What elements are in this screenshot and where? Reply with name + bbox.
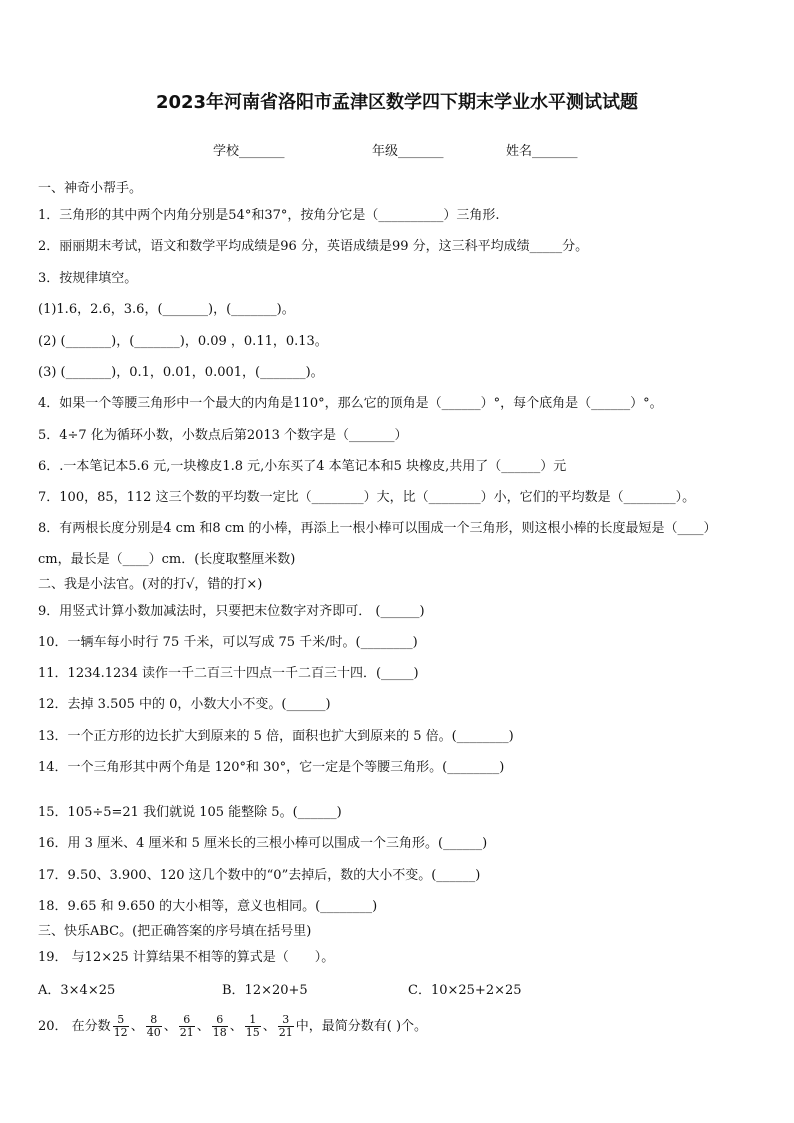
page-title: 2023年河南省洛阳市孟津区数学四下期末学业水平测试试题: [155, 92, 639, 113]
question-19-options: [38, 982, 758, 1000]
question-12: 12．去掉 3.505 中的 0，小数大小不变。(______): [38, 697, 331, 712]
section-heading-3: 三、快乐ABC。(把正确答案的序号填在括号里): [38, 924, 312, 939]
question-17: 17．9.50、3.900、120 这几个数中的“0”去掉后，数的大小不变。(______): [38, 868, 481, 883]
option-a: A．3×4×25: [38, 983, 116, 998]
question-5: 5．4÷7 化为循环小数，小数点后第2013 个数字是（_______）: [38, 428, 408, 443]
name-field: 姓名_______: [506, 144, 578, 159]
separator: 、: [229, 1019, 243, 1034]
section-heading-2: 二、我是小法官。(对的打√，错的打×): [38, 577, 263, 592]
separator: 、: [163, 1019, 177, 1034]
question-7: 7．100，85，112 这三个数的平均数一定比（________）大，比（________）小，它们的平均数是（________）。: [38, 490, 696, 505]
option-b: B．12×20+5: [222, 983, 308, 998]
question-10: 10．一辆车每小时行 75 千米，可以写成 75 千米/时。(________): [38, 635, 418, 650]
question-2: 2．丽丽期末考试，语文和数学平均成绩是96 分，英语成绩是99 分，这三科平均成绩_____分。: [38, 239, 589, 254]
denominator: 40: [146, 1026, 161, 1039]
question-16: 16．用 3 厘米、4 厘米和 5 厘米长的三根小棒可以围成一个三角形。(______): [38, 836, 488, 851]
denominator: 18: [212, 1026, 227, 1039]
question-18: 18．9.65 和 9.650 的大小相等，意义也相同。(________): [38, 899, 378, 914]
denominator: 15: [245, 1026, 260, 1039]
fraction: [146, 1014, 162, 1039]
denominator: 21: [179, 1026, 194, 1039]
question-20-prefix: 20． 在分数: [38, 1019, 111, 1034]
numerator: 1: [245, 1014, 261, 1027]
school-field: 学校_______: [213, 144, 285, 159]
question-1: 1．三角形的其中两个内角分别是54°和37°，按角分它是（__________）三角形.: [38, 208, 500, 223]
denominator: 21: [278, 1026, 293, 1039]
question-19: 19． 与12×25 计算结果不相等的算式是（ ）。: [38, 950, 335, 965]
question-11: 11．1234.1234 读作一千二百三十四点一千二百三十四．(_____): [38, 666, 419, 681]
numerator: 5: [113, 1014, 129, 1027]
question-14: 14．一个三角形其中两个角是 120°和 30°，它一定是个等腰三角形。(________): [38, 760, 505, 775]
fraction: [212, 1014, 228, 1039]
question-20-suffix: 中，最简分数有( )个。: [295, 1019, 428, 1034]
question-15: 15．105÷5=21 我们就说 105 能整除 5。(______): [38, 805, 342, 820]
question-4: 4．如果一个等腰三角形中一个最大的内角是110°，那么它的顶角是（______）°，每个底角是（______）°。: [38, 396, 663, 411]
numerator: 6: [212, 1014, 228, 1027]
denominator: 12: [113, 1026, 128, 1039]
question-3-part-1: (1)1.6，2.6，3.6，(_______)，(_______)。: [38, 302, 295, 317]
question-20: [38, 1012, 427, 1042]
question-3-part-3: (3) (_______)，0.1，0.01，0.001，(_______)。: [38, 365, 324, 380]
question-8-line-2: cm，最长是（____）cm．(长度取整厘米数): [38, 552, 296, 567]
question-3-part-2: (2) (_______)，(_______)，0.09 ，0.11，0.13。: [38, 334, 328, 349]
fraction: [278, 1014, 294, 1039]
numerator: 8: [146, 1014, 162, 1027]
question-6: 6．.一本笔记本5.6 元,一块橡皮1.8 元,小东买了4 本笔记本和5 块橡皮,共用了（______）元: [38, 459, 567, 474]
numerator: 3: [278, 1014, 294, 1027]
numerator: 6: [179, 1014, 195, 1027]
separator: 、: [130, 1019, 144, 1034]
fraction: [179, 1014, 195, 1039]
fraction: [113, 1014, 129, 1039]
question-9: 9．用竖式计算小数加减法时，只要把末位数字对齐即可． (______): [38, 604, 425, 619]
option-c: C．10×25+2×25: [408, 983, 522, 998]
separator: 、: [262, 1019, 276, 1034]
question-8-line-1: 8．有两根长度分别是4 cm 和8 cm 的小棒，再添上一根小棒可以围成一个三角形，则这根小棒的长度最短是（____）: [38, 521, 717, 536]
section-heading-1: 一、神奇小帮手。: [38, 181, 143, 196]
separator: 、: [196, 1019, 210, 1034]
question-13: 13．一个正方形的边长扩大到原来的 5 倍，面积也扩大到原来的 5 倍。(________): [38, 729, 514, 744]
fraction: [245, 1014, 261, 1039]
grade-field: 年级_______: [372, 144, 444, 159]
fraction-list: [111, 1013, 296, 1039]
question-3: 3．按规律填空。: [38, 271, 138, 286]
